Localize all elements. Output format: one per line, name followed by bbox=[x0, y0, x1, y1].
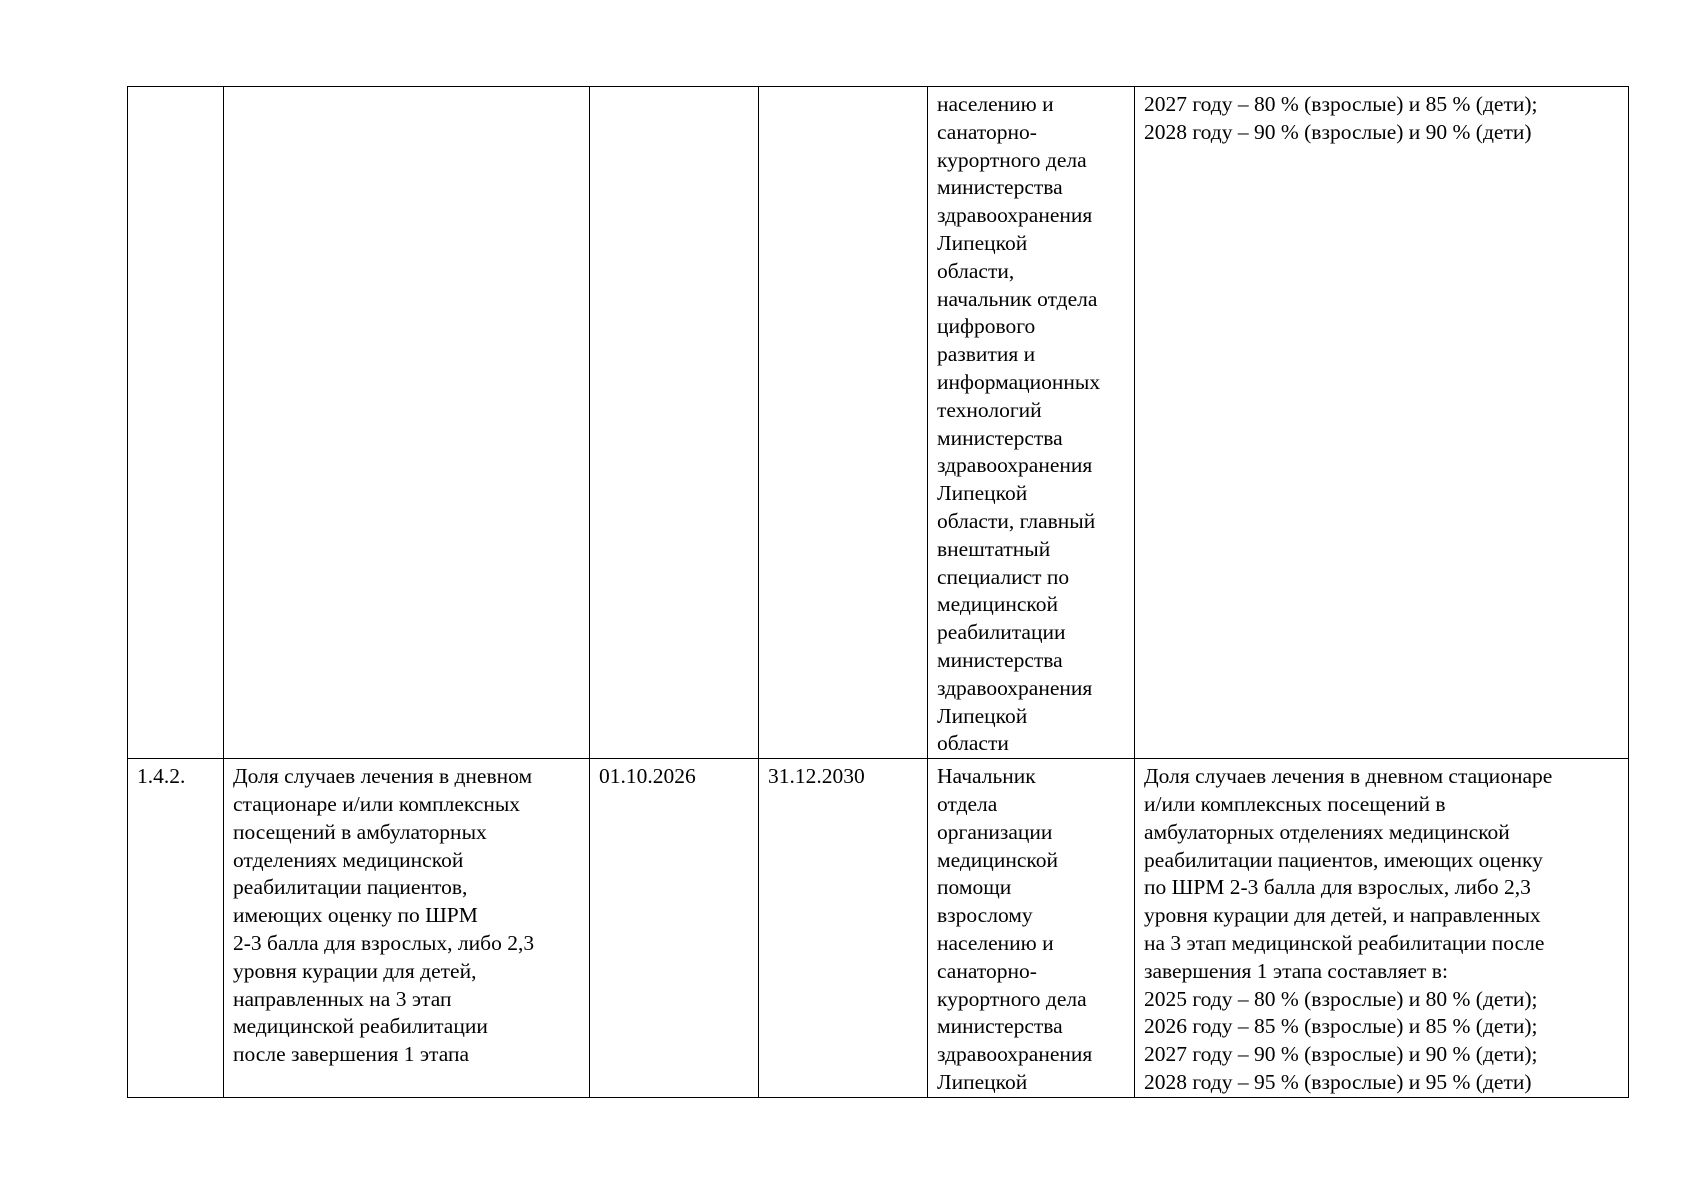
indicator-description-cell bbox=[224, 87, 590, 759]
end-date-cell bbox=[759, 87, 928, 759]
table-row bbox=[128, 759, 1629, 1098]
result-cell: 2027 году – 80 % (взрослые) и 85 % (дети); 2028 году – 90 % (взрослые) и 90 % (дети) bbox=[1135, 87, 1629, 759]
result-cell: Доля случаев лечения в дневном стационаре и/или комплексных посещений в амбулаторных отделениях медицинской реабилитации пациентов, имеющих оценку по ШРМ 2-3 балла для взрослых, либо 2,3 уровня курации для детей, и направленных на 3 этап медицинской реабилитации после завершения 1 этапа составляет в: 2025 году – 80 % (взрослые) и 80 % (дети); 2026 году – 85 % (взрослые) и 85 % (дети); 2027 году – 90 % (взрослые) и 90 % (дети); 2028 году – 95 % (взрослые) и 95 % (дети) bbox=[1135, 759, 1629, 1098]
start-date-cell bbox=[590, 87, 759, 759]
row-number-cell bbox=[128, 87, 224, 759]
responsible-cell: населению и санаторно- курортного дела министерства здравоохранения Липецкой области, начальник отдела цифрового развития и информационных технологий министерства здравоохранения Липецкой области, главный внештатный специалист по медицинской реабилитации министерства здравоохранения Липецкой области bbox=[928, 87, 1135, 759]
end-date-cell: 31.12.2030 bbox=[759, 759, 928, 1098]
table-row bbox=[128, 87, 1629, 759]
start-date-cell: 01.10.2026 bbox=[590, 759, 759, 1098]
row-number-cell: 1.4.2. bbox=[128, 759, 224, 1098]
indicator-description-cell: Доля случаев лечения в дневном стационаре и/или комплексных посещений в амбулаторных отделениях медицинской реабилитации пациентов, имеющих оценку по ШРМ 2-3 балла для взрослых, либо 2,3 уровня курации для детей, направленных на 3 этап медицинской реабилитации после завершения 1 этапа bbox=[224, 759, 590, 1098]
measures-table bbox=[127, 86, 1629, 1098]
responsible-cell: Начальник отдела организации медицинской помощи взрослому населению и санаторно- курортного дела министерства здравоохранения Липецкой bbox=[928, 759, 1135, 1098]
